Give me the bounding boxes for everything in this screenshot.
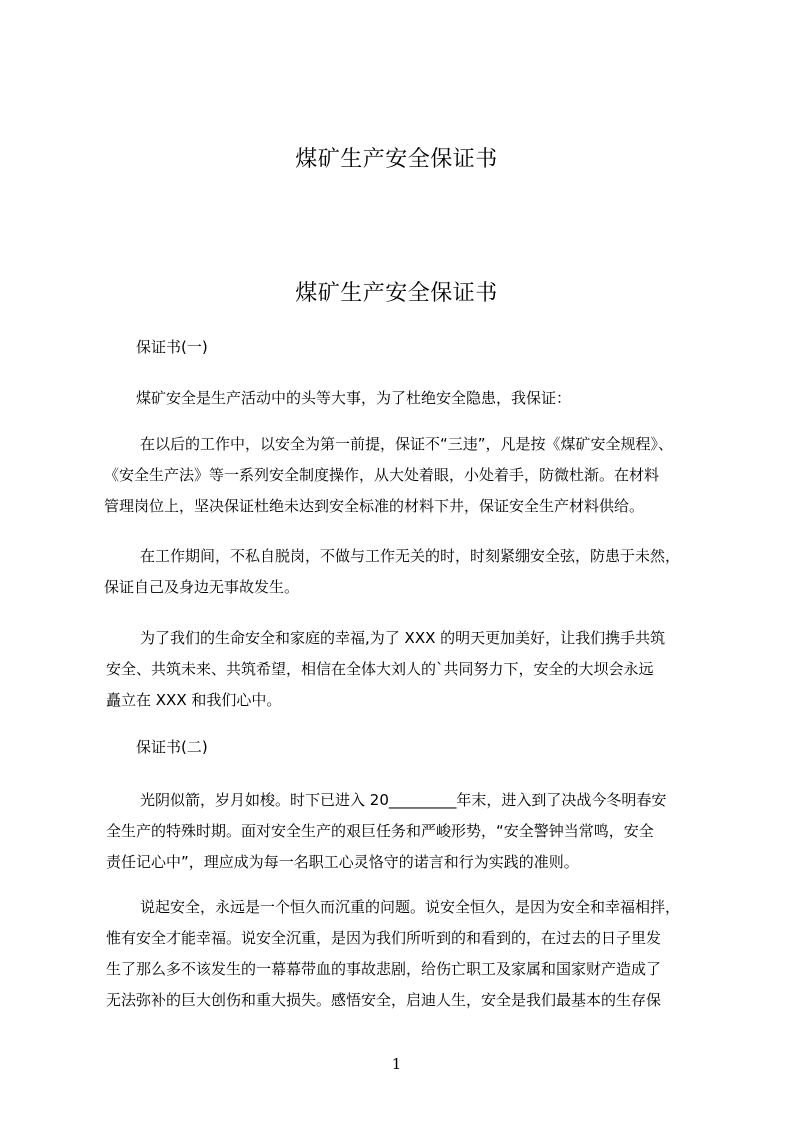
paragraph-line: 在以后的工作中，以安全为第一前提，保证不“三违”，凡是按《煤矿安全规程》、 xyxy=(140,435,674,453)
paragraph-1-4 xyxy=(106,623,665,716)
paragraph-line: 《安全生产法》等一系列安全制度操作，从大处着眼，小处着手，防微杜渐。在材料 xyxy=(104,466,660,484)
paragraph-1-1 xyxy=(136,383,571,414)
paragraph-line: 保证自己及身边无事故发生。 xyxy=(104,578,300,596)
paragraph-line: 惟有安全才能幸福。说安全沉重，是因为我们所听到的和看到的，在过去的日子里发 xyxy=(106,929,662,947)
section-heading-2: 保证书(二) xyxy=(136,738,208,756)
paragraph-line: 管理岗位上，坚决保证杜绝未达到安全标准的材料下井，保证安全生产材料供给。 xyxy=(104,497,645,515)
paragraph-line: 在工作期间，不私自脱岗，不做与工作无关的时，时刻紧绷安全弦，防患于未然， xyxy=(140,547,681,565)
paragraph-line: 煤矿安全是生产活动中的头等大事，为了杜绝安全隐患，我保证： xyxy=(136,389,572,407)
cover-title: 煤矿生产安全保证书 xyxy=(295,147,498,172)
paragraph-2-2 xyxy=(106,892,680,1016)
paragraph-2-1 xyxy=(106,785,666,878)
section-heading-1: 保证书(一) xyxy=(136,338,208,356)
paragraph-line: 光阴似箭，岁月如梭。时下已进入 20_________年末，进入到了决战今冬明春安 xyxy=(140,791,667,809)
paragraph-line: 无法弥补的巨大创伤和重大损失。感悟安全，启迪人生，安全是我们最基本的生存保 xyxy=(106,991,662,1009)
paragraph-line: 安全、共筑未来、共筑希望，相信在全体大刘人的`共同努力下，安全的大坝会永远 xyxy=(106,660,654,678)
main-title: 煤矿生产安全保证书 xyxy=(295,281,498,306)
paragraph-line: 说起安全，永远是一个恒久而沉重的问题。说安全恒久，是因为安全和幸福相拌， xyxy=(140,898,681,916)
paragraph-line: 责任记心中”，理应成为每一名职工心灵恪守的诺言和行为实践的准则。 xyxy=(106,853,579,871)
paragraph-1-2 xyxy=(104,429,673,522)
page-number: 1 xyxy=(391,1055,402,1073)
paragraph-line: 矗立在 XXX 和我们心中。 xyxy=(106,691,282,709)
paragraph-1-3 xyxy=(104,541,680,603)
paragraph-line: 为了我们的生命安全和家庭的幸福,为了 XXX 的明天更加美好，让我们携手共筑 xyxy=(140,629,666,647)
paragraph-line: 生了那么多不该发生的一幕幕带血的事故悲剧，给伤亡职工及家属和国家财产造成了 xyxy=(106,960,662,978)
paragraph-line: 全生产的特殊时期。面对安全生产的艰巨任务和严峻形势，“安全警钟当常鸣，安全 xyxy=(106,822,654,840)
